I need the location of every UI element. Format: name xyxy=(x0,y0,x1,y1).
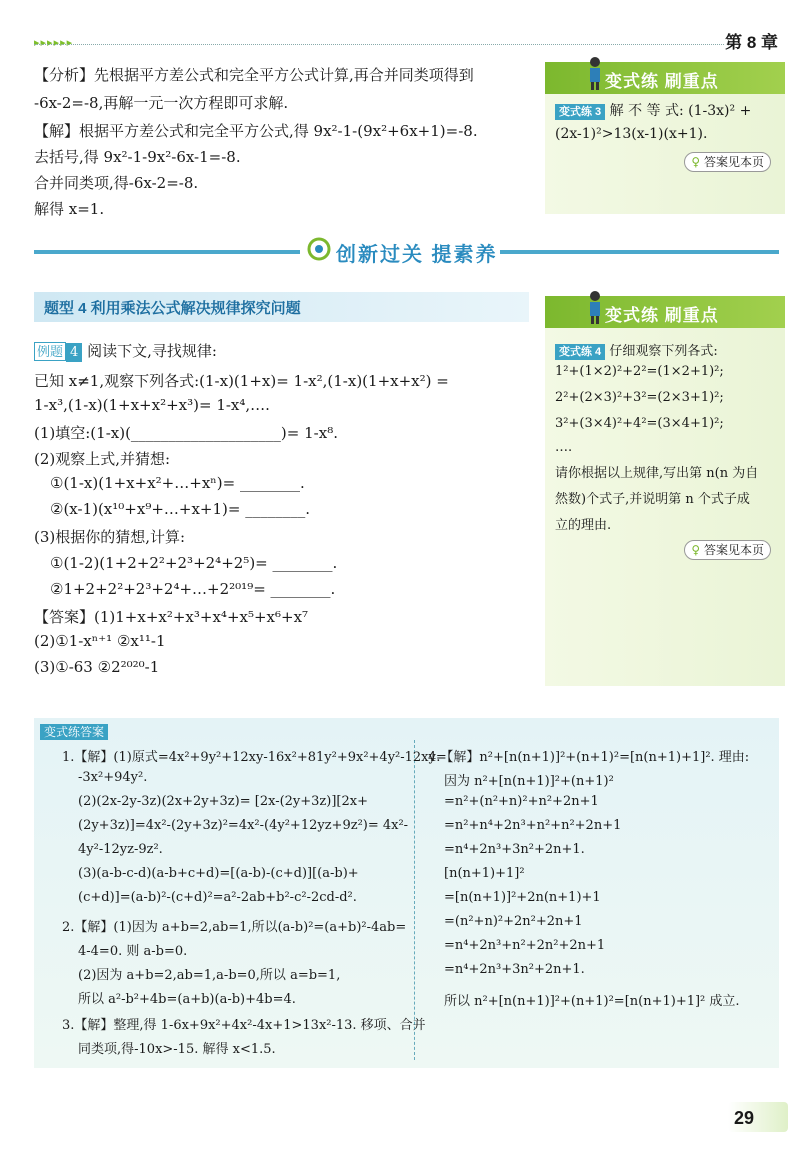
panel-text-1 xyxy=(555,100,751,120)
ans-left-5: 4y²-12yz-9z². xyxy=(78,842,163,857)
ans-right-10: =n⁴+2n³+3n²+2n+1. xyxy=(444,962,585,977)
example-line-10: ②1+2+2²+2³+2⁴+…+2²⁰¹⁹= ________. xyxy=(50,580,336,598)
example-line-1: 阅读下文,寻找规律: xyxy=(87,342,217,360)
example-line-9: ①(1-2)(1+2+2²+2³+2⁴+2⁵)= ________. xyxy=(50,554,338,572)
ans-right-1: 4.【解】n²+[n(n+1)]²+(n+1)²=[n(n+1)+1]². 理由: xyxy=(428,750,750,765)
ans-right-11: 所以 n²+[n(n+1)]²+(n+1)²=[n(n+1)+1]² 成立. xyxy=(444,994,740,1009)
panel2-line-5: …. xyxy=(555,440,573,455)
practice-tag: 变式练 3 xyxy=(555,104,605,120)
example-line-2: 已知 x≠1,观察下列各式:(1-x)(1+x)= 1-x²,(1-x)(1+x+x²) = xyxy=(34,372,449,390)
example-line-4: (1)填空:(1-x)(____________________)= 1-x⁸. xyxy=(34,424,338,442)
student-figure-icon xyxy=(587,290,603,324)
top-line-4: 去括号,得 9x²-1-9x²-6x-1=-8. xyxy=(34,148,241,166)
student-figure-icon xyxy=(587,56,603,90)
header-dots: ▸▸▸▸▸▸ xyxy=(34,36,74,49)
panel-title: 变式练 刷重点 xyxy=(605,72,719,91)
practice-tag: 变式练 4 xyxy=(555,344,605,360)
example-line-8: (3)根据你的猜想,计算: xyxy=(34,528,186,546)
top-line-3: 【解】根据平方差公式和完全平方公式,得 9x²-1-(9x²+6x+1)=-8. xyxy=(34,122,478,140)
topic-title: 题型 4 利用乘法公式解决规律探究问题 xyxy=(44,300,301,317)
top-line-6: 解得 x=1. xyxy=(34,200,105,218)
panel-header xyxy=(545,62,785,94)
ans-left-8: 2.【解】(1)因为 a+b=2,ab=1,所以(a-b)²=(a+b)²-4ab= xyxy=(62,920,407,935)
practice-panel-3 xyxy=(545,62,785,214)
top-line-2: -6x-2=-8,再解一元一次方程即可求解. xyxy=(34,94,289,112)
page-number: 29 xyxy=(734,1108,755,1128)
answer-link-button[interactable] xyxy=(684,152,771,172)
lightbulb-icon: ♀ xyxy=(691,543,701,557)
panel-problem-line-2: (2x-1)²>13(x-1)(x+1). xyxy=(555,126,708,142)
answer-link-label: 答案见本页 xyxy=(703,155,764,169)
ans-right-6: [n(n+1)+1]² xyxy=(444,866,525,881)
ans-left-3: (2)(2x-2y-3z)(2x+2y+3z)= [2x-(2y+3z)][2x+ xyxy=(78,794,368,809)
answer-link-button[interactable] xyxy=(684,540,771,560)
panel2-line-3: 2²+(2×3)²+3²=(2×3+1)²; xyxy=(555,390,724,405)
ans-left-10: (2)因为 a+b=2,ab=1,a-b=0,所以 a=b=1, xyxy=(78,968,341,983)
top-line-5: 合并同类项,得-6x-2=-8. xyxy=(34,174,199,192)
panel-title: 变式练 刷重点 xyxy=(605,306,719,325)
example-answer-3: (3)①-63 ②2²⁰²⁰-1 xyxy=(34,658,160,676)
ans-right-3: =n²+(n²+n)²+n²+2n+1 xyxy=(444,794,599,809)
lightbulb-icon: ♀ xyxy=(691,155,701,169)
example-answer-1: 【答案】(1)1+x+x²+x³+x⁴+x⁵+x⁶+x⁷ xyxy=(34,608,309,626)
example-line-6: ①(1-x)(1+x+x²+…+xⁿ)= ________. xyxy=(50,474,305,492)
swirl-icon xyxy=(306,236,332,262)
practice-panel-4 xyxy=(545,296,785,686)
ans-left-12: 3.【解】整理,得 1-6x+9x²+4x²-4x+1>13x²-13. 移项、合并 xyxy=(62,1018,426,1033)
answers-label: 变式练答案 xyxy=(40,724,108,740)
ans-left-7: (c+d)]=(a-b)²-(c+d)²=a²-2ab+b²-c²-2cd-d². xyxy=(78,890,357,905)
panel2-line-7: 然数)个式子,并说明第 n 个式子成 xyxy=(555,492,750,507)
panel2-line-4: 3²+(3×4)²+4²=(3×4+1)²; xyxy=(555,416,724,431)
panel2-line-1 xyxy=(555,340,718,360)
panel-problem-line-1: 解 不 等 式: (1-3x)² + xyxy=(609,103,752,119)
example-intro xyxy=(34,340,217,362)
ans-left-4: (2y+3z)]=4x²-(2y+3z)²=4x²-(4y²+12yz+9z²)= 4x²- xyxy=(78,818,409,833)
example-line-7: ②(x-1)(x¹⁰+x⁹+…+x+1)= ________. xyxy=(50,500,311,518)
section-title: 创新过关 提素养 xyxy=(336,244,498,266)
ans-left-2: -3x²+94y². xyxy=(78,770,148,785)
top-line-1: 【分析】先根据平方差公式和完全平方公式计算,再合并同类项得到 xyxy=(34,66,474,84)
example-line-5: (2)观察上式,并猜想: xyxy=(34,450,171,468)
ans-left-9: 4-4=0. 则 a-b=0. xyxy=(78,944,188,959)
example-answer-2: (2)①1-xⁿ⁺¹ ②x¹¹-1 xyxy=(34,632,166,650)
panel2-line-6: 请你根据以上规律,写出第 n(n 为自 xyxy=(555,466,759,481)
ans-right-4: =n²+n⁴+2n³+n²+n²+2n+1 xyxy=(444,818,622,833)
example-number: 4 xyxy=(66,343,82,362)
panel2-line-8: 立的理由. xyxy=(555,518,612,533)
panel2-line-2: 1²+(1×2)²+2²=(1×2+1)²; xyxy=(555,364,724,379)
ans-left-13: 同类项,得-10x>-15. 解得 x<1.5. xyxy=(78,1042,276,1057)
ans-right-7: =[n(n+1)]²+2n(n+1)+1 xyxy=(444,890,601,905)
panel-header xyxy=(545,296,785,328)
ans-right-5: =n⁴+2n³+3n²+2n+1. xyxy=(444,842,585,857)
panel2-intro: 仔细观察下列各式: xyxy=(609,344,718,359)
example-line-3: 1-x³,(1-x)(1+x+x²+x³)= 1-x⁴,…. xyxy=(34,396,270,414)
ans-right-2: 因为 n²+[n(n+1)]²+(n+1)² xyxy=(444,774,614,789)
answer-link-label: 答案见本页 xyxy=(703,543,764,557)
ans-left-1: 1.【解】(1)原式=4x²+9y²+12xy-16x²+81y²+9x²+4y²-12xy= xyxy=(62,750,447,765)
ans-right-8: =(n²+n)²+2n²+2n+1 xyxy=(444,914,583,929)
chapter-label: 第 8 章 xyxy=(725,33,778,52)
ans-left-11: 所以 a²-b²+4b=(a+b)(a-b)+4b=4. xyxy=(78,992,296,1007)
header-divider xyxy=(34,44,724,45)
answers-divider xyxy=(414,740,415,1060)
ans-right-9: =n⁴+2n³+n²+2n²+2n+1 xyxy=(444,938,606,953)
example-tag: 例题 xyxy=(34,342,66,361)
ans-left-6: (3)(a-b-c-d)(a-b+c+d)=[(a-b)-(c+d)][(a-b)+ xyxy=(78,866,359,881)
